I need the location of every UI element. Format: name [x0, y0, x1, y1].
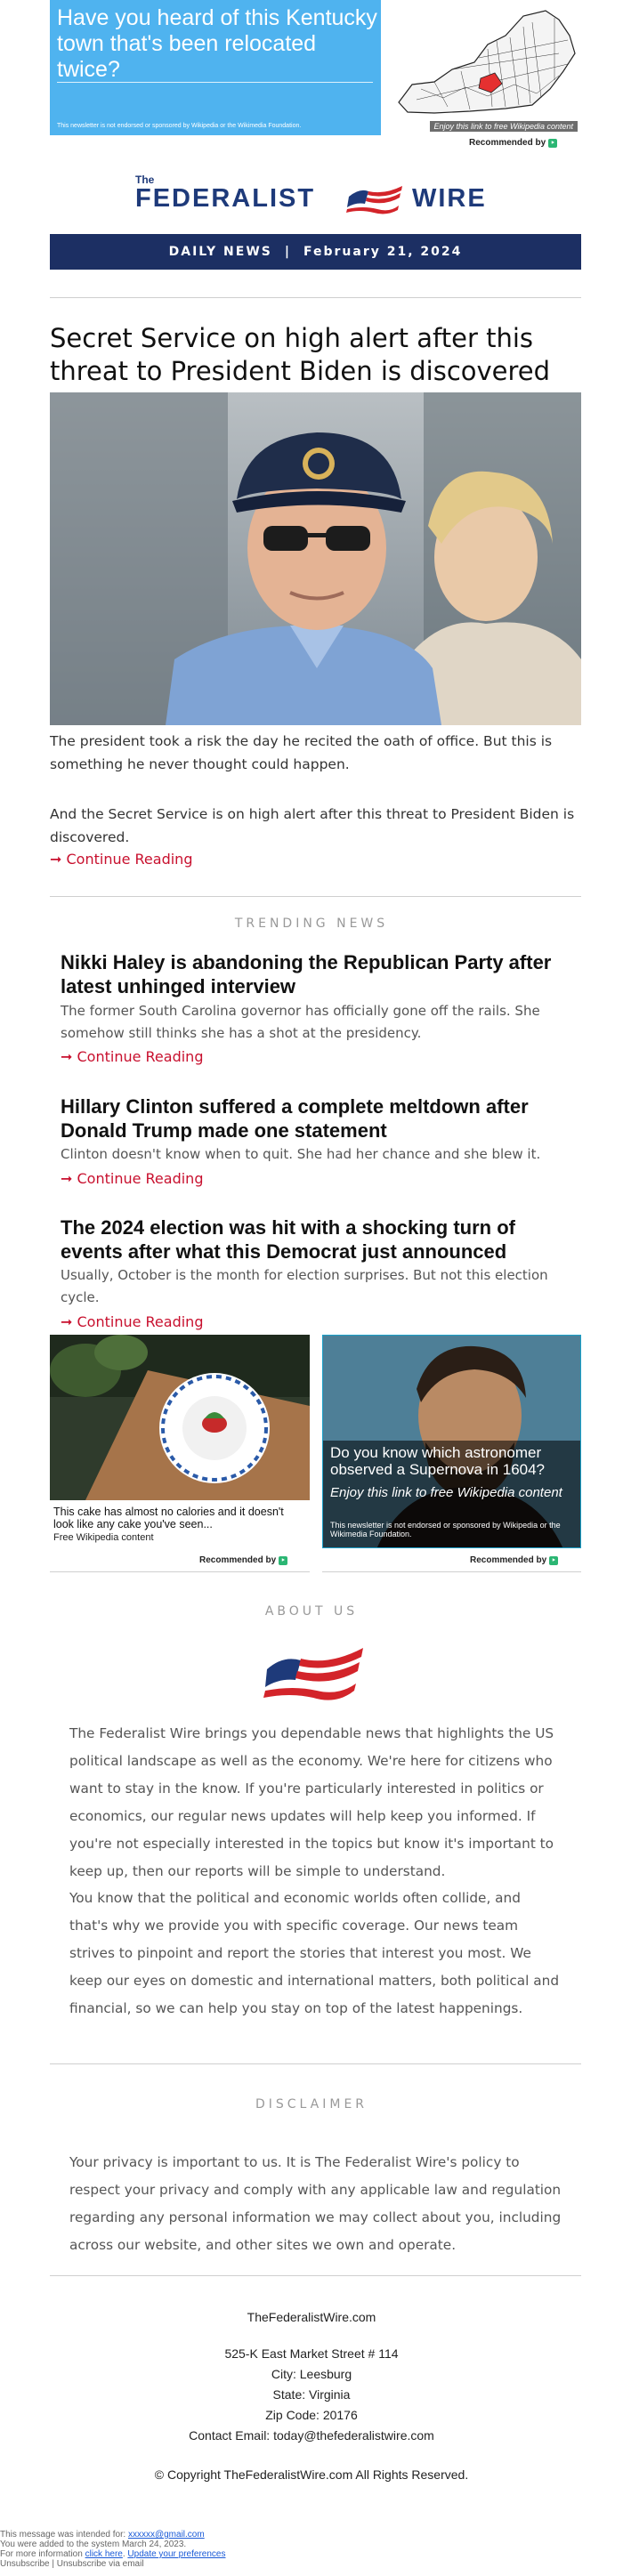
- top-ad-divider: [57, 82, 373, 83]
- astronomer-ad-recommended[interactable]: [470, 1555, 558, 1565]
- top-ad-caption: Enjoy this link to free Wikipedia content: [430, 121, 578, 132]
- federalist-wire-logo[interactable]: [0, 174, 623, 218]
- trending-title-3[interactable]: The 2024 election was hit with a shocking turn of events after what this Democrat just announced: [61, 1216, 515, 1263]
- trending-body-1: The former South Carolina governor has officially gone off the rails. She somehow still thinks she has a shot at the presidency.: [61, 1003, 540, 1041]
- click-here-link[interactable]: click here: [85, 2549, 123, 2559]
- recommended-logo-icon: ‣: [279, 1556, 287, 1565]
- fine-print-more-info: For more information click here. Update your preferences: [0, 2549, 226, 2559]
- cake-ad-source: Free Wikipedia content: [53, 1532, 154, 1543]
- more-info-label: For more information: [0, 2549, 83, 2559]
- footer-copyright: © Copyright TheFederalistWire.com All Rights Reserved.: [154, 2467, 469, 2482]
- top-ad-headline[interactable]: Have you heard of this Kentucky town that's been relocated twice?: [57, 5, 377, 82]
- recipient-email-link[interactable]: xxxxxx@gmail.com: [127, 2530, 205, 2540]
- recommended-label: Recommended by: [470, 1555, 547, 1565]
- lead-paragraph-2: And the Secret Service is on high alert after this threat to President Biden is discovered.: [50, 806, 575, 845]
- cake-ad-card[interactable]: [50, 1335, 310, 1548]
- recommended-label: Recommended by: [199, 1555, 277, 1565]
- astronomer-ad-subtitle: Enjoy this link to free Wikipedia content: [330, 1485, 562, 1500]
- fine-print-intended: [0, 2530, 205, 2540]
- lead-headline[interactable]: Secret Service on high alert after this threat to President Biden is discovered: [50, 323, 551, 386]
- date-band-section: DAILY NEWS: [168, 245, 272, 259]
- astronomer-ad-title[interactable]: Do you know which astronomer observed a Supernova in 1604?: [330, 1444, 546, 1478]
- footer-email[interactable]: Contact Email: today@thefederalistwire.com: [189, 2428, 434, 2443]
- flag-icon: [342, 179, 406, 218]
- fine-print-added: You were added to the system March 24, 2023.: [0, 2540, 187, 2549]
- recommended-logo-icon: ‣: [549, 1556, 558, 1565]
- date-band: [50, 234, 581, 270]
- top-ad-recommended[interactable]: [469, 138, 557, 148]
- fine-print-unsubscribe[interactable]: Unsubscribe | Unsubscribe via email: [0, 2559, 144, 2569]
- disclaimer-text: Your privacy is important to us. It is The Federalist Wire's policy to respect your privacy and comply with any applicable law and regulation regarding any personal information we may collect about you, including across our website, and other sites we own and operate.: [69, 2154, 562, 2253]
- logo-federalist: FEDERALIST: [135, 184, 316, 213]
- top-ad-banner[interactable]: [50, 0, 581, 135]
- footer-zip: Zip Code: 20176: [265, 2408, 358, 2422]
- astronomer-ad-card[interactable]: [322, 1335, 581, 1548]
- cake-ad-recommended[interactable]: [199, 1555, 287, 1565]
- about-paragraph-1: The Federalist Wire brings you dependable news that highlights the US political landscape as well as the economy. We're here for citizens who want to stay in the know. If you're particularly interested in politics or economics, our regular news updates will help keep you informed. If you're not especially interested in the topics but know it's important to keep up, then our reports will be simple to understand.: [69, 1725, 554, 1879]
- date-band-separator: |: [284, 245, 291, 259]
- cake-ad-title[interactable]: This cake has almost no calories and it doesn't look like any cake you've seen...: [53, 1506, 284, 1530]
- divider: [50, 2275, 581, 2276]
- trending-title-1[interactable]: Nikki Haley is abandoning the Republican Party after latest unhinged interview: [61, 951, 552, 997]
- footer-street: 525-K East Market Street # 114: [224, 2346, 399, 2361]
- about-flag-icon: [258, 1634, 367, 1708]
- logo-the: The: [135, 174, 155, 186]
- about-paragraph-2: You know that the political and economic worlds often collide, and that's why we provide you with specific coverage. Our news team strives to pinpoint and report the stories that interest you most. We keep our eyes on domestic and international matters, both political and financial, so we can help you stay on top of the latest happenings.: [69, 1890, 560, 2016]
- disclaimer-label: DISCLAIMER: [255, 2097, 368, 2112]
- kentucky-map-image[interactable]: [381, 0, 581, 135]
- trending-body-2: Clinton doesn't know when to quit. She had her chance and she blew it.: [61, 1146, 541, 1162]
- cake-photo-icon: [50, 1335, 310, 1500]
- date-band-date: February 21, 2024: [303, 245, 463, 259]
- trending-title-2[interactable]: Hillary Clinton suffered a complete meltdown after Donald Trump made one statement: [61, 1095, 529, 1142]
- biden-photo-icon: [50, 392, 581, 725]
- footer-site[interactable]: TheFederalistWire.com: [247, 2310, 376, 2324]
- footer-state: State: Virginia: [272, 2387, 351, 2402]
- lead-continue-reading-link[interactable]: ➞ Continue Reading: [50, 851, 193, 868]
- trending-continue-3[interactable]: ➞ Continue Reading: [61, 1313, 204, 1330]
- trending-label: TRENDING NEWS: [234, 917, 389, 931]
- kentucky-map-icon: [381, 0, 581, 135]
- ad-underline: [322, 1571, 581, 1572]
- ad-underline: [50, 1571, 310, 1572]
- update-preferences-link[interactable]: Update your preferences: [127, 2549, 226, 2559]
- divider: [50, 2063, 581, 2064]
- astronomer-ad-disclaimer: This newsletter is not endorsed or sponsored by Wikipedia or the Wikimedia Foundation.: [330, 1521, 561, 1538]
- recommended-label: Recommended by: [469, 138, 546, 148]
- divider: [50, 896, 581, 897]
- intended-label: This message was intended for:: [0, 2530, 126, 2540]
- about-label: ABOUT US: [264, 1604, 359, 1619]
- footer-city: City: Leesburg: [271, 2367, 352, 2381]
- trending-continue-2[interactable]: ➞ Continue Reading: [61, 1170, 204, 1187]
- trending-body-3: Usually, October is the month for election surprises. But not this election cycle.: [61, 1267, 548, 1305]
- divider: [50, 297, 581, 298]
- logo-wire: WIRE: [412, 184, 487, 213]
- top-ad-disclaimer: This newsletter is not endorsed or sponsored by Wikipedia or the Wikimedia Foundation.: [57, 123, 302, 129]
- recommended-logo-icon: ‣: [548, 139, 557, 148]
- lead-hero-image[interactable]: [50, 392, 581, 725]
- trending-continue-1[interactable]: ➞ Continue Reading: [61, 1048, 204, 1065]
- lead-paragraph-1: The president took a risk the day he recited the oath of office. But this is something he never thought could happen.: [50, 733, 553, 772]
